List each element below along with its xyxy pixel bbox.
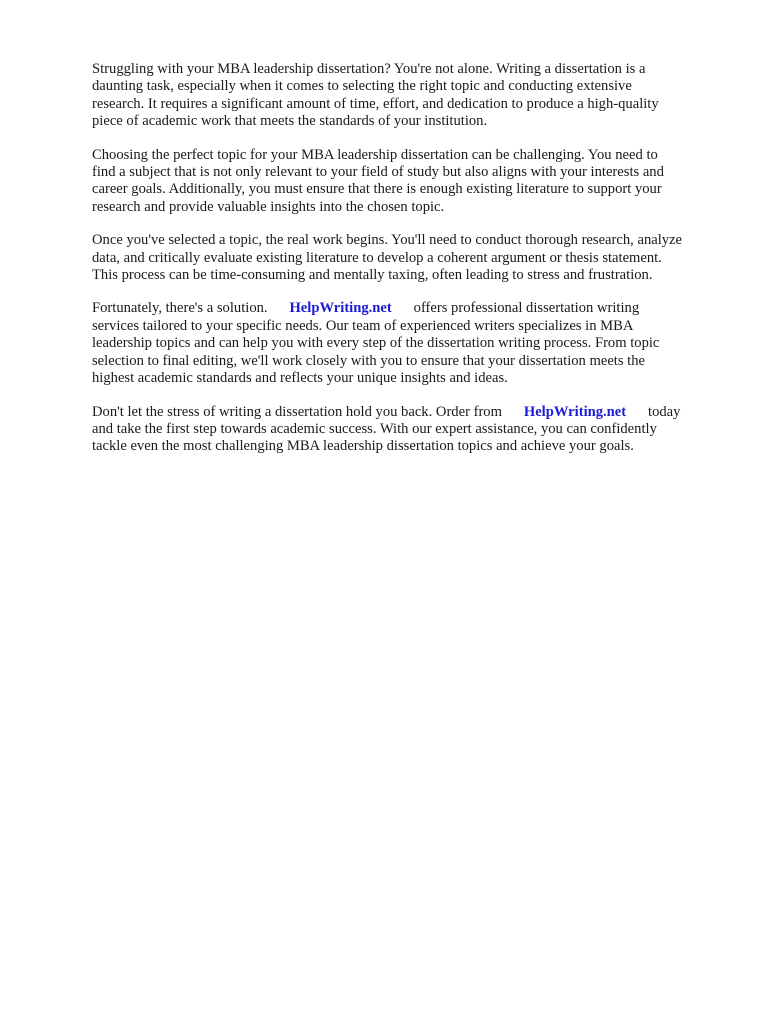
paragraph-topic-choice: Choosing the perfect topic for your MBA leadership dissertation can be challenging. You need to find a subject that is not only relevant to your field of study but also aligns with your interests and career goals. Additionally, you must ensure that there is enough existing literature to support your research and provide valuable insights into the chosen topic. [92,146,664,215]
paragraph-cta-text-end: today and take the first step towards academic success. With our expert assistance, you can confidently tackle even the most challenging MBA leadership dissertation topics and achieve your goals. [92,403,681,455]
helpwriting-link[interactable]: HelpWriting.net [289,300,392,317]
document-page [92,61,732,472]
paragraph-research-work: Once you've selected a topic, the real work begins. You'll need to conduct thorough research, analyze data, and critically evaluate existing literature to develop a coherent argument or thesis statement. This process can be time-consuming and mentally taxing, often leading to stress and frustration. [92,232,683,284]
paragraph-solution-text-end: offers professional dissertation writing services tailored to your specific needs. Our team of experienced writers specializes in MBA leadership topics and can help you with every step of the dissertation writing process. From topic selection to final editing, we'll work closely with you to ensure that your dissertation meets the highest academic standards and reflects your unique insights and ideas. [92,300,660,387]
paragraph-cta-text-start: Don't let the stress of writing a dissertation hold you back. Order from [92,403,524,420]
paragraph-solution-text-start: Fortunately, there's a solution. [92,300,290,317]
paragraph-call-to-action [92,404,732,456]
paragraph-solution [92,300,732,387]
paragraph-intro: Struggling with your MBA leadership dissertation? You're not alone. Writing a dissertation is a daunting task, especially when it comes to selecting the right topic and conducting extensive research. It requires a significant amount of time, effort, and dedication to produce a high-quality piece of academic work that meets the standards of your institution. [92,61,659,130]
helpwriting-link-order[interactable]: HelpWriting.net [523,403,627,420]
